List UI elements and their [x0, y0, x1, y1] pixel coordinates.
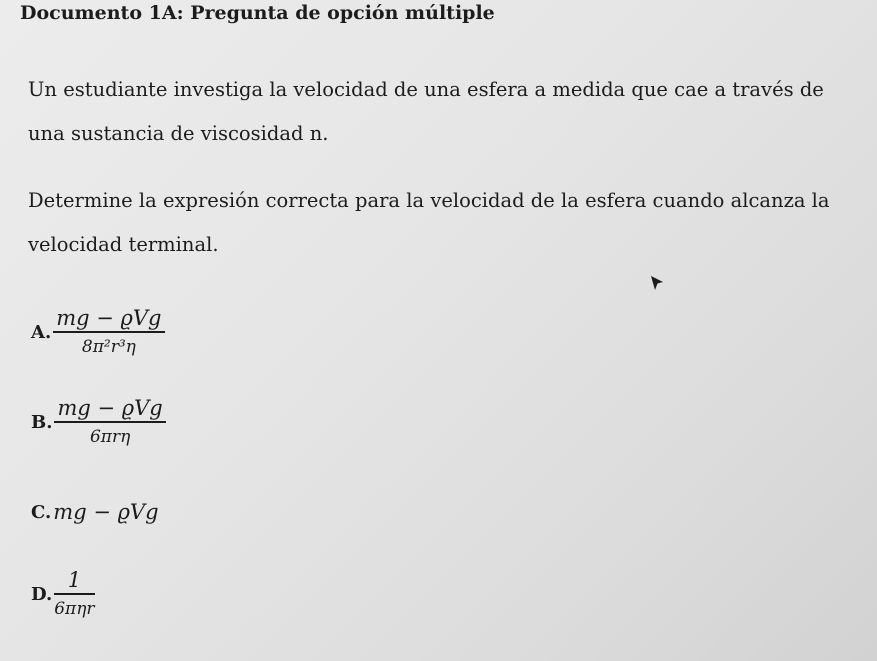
- option-b-denominator: 6πrη: [89, 426, 131, 447]
- option-a-denominator: 8π²r³η: [81, 336, 136, 357]
- option-d-letter: D.: [31, 583, 53, 605]
- option-d[interactable]: [31, 568, 95, 621]
- option-b-numerator: mg − ϱVg: [57, 396, 163, 420]
- option-b-fraction: [54, 396, 165, 449]
- option-c-letter: C.: [31, 501, 52, 523]
- option-d-numerator: 1: [67, 568, 82, 592]
- question-context: Un estudiante investiga la velocidad de una esfera a medida que cae a través de una sustancia de viscosidad n.: [28, 78, 824, 145]
- question-prompt: Determine la expresión correcta para la velocidad de la esfera cuando alcanza la velocidad terminal.: [28, 189, 830, 256]
- option-c[interactable]: [31, 500, 159, 524]
- option-c-expression: mg − ϱVg: [53, 500, 159, 524]
- option-a-letter: A.: [31, 321, 52, 343]
- document-title: Documento 1A: Pregunta de opción múltiple: [20, 2, 495, 24]
- option-a[interactable]: [31, 306, 165, 359]
- option-d-fraction: [54, 568, 94, 621]
- option-b-letter: B.: [31, 411, 53, 433]
- option-d-denominator: 6πηr: [54, 598, 95, 619]
- option-b[interactable]: [31, 396, 166, 449]
- arrow-cursor-icon: [650, 275, 664, 291]
- option-a-numerator: mg − ϱVg: [56, 306, 162, 330]
- option-a-fraction: [53, 306, 164, 359]
